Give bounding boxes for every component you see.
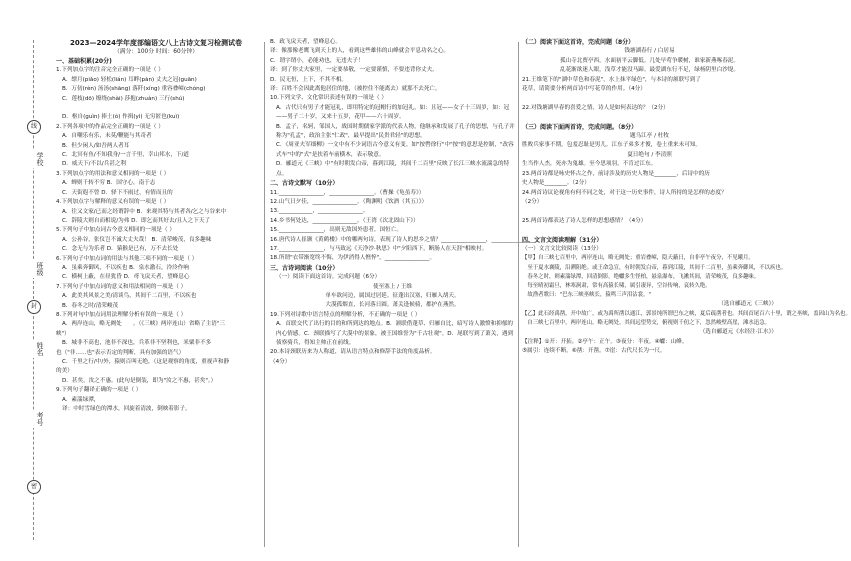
text-line: A．虽乘奔御风，不以疾也 B．泉水激石，泠泠作响	[62, 264, 189, 271]
text-line: 19.下列对诗歌中语言特点的理解分析，不正确的一项是（ ）	[270, 311, 421, 318]
text-line: （选自郦道元《三峡》）	[718, 301, 777, 308]
binding-label-name: 姓名	[24, 340, 44, 358]
text-line: 题乌江亭 / 杜牧	[629, 133, 669, 140]
text-line: C．念无与为乐者 D．猿猴是已有，万不去长处	[62, 246, 179, 253]
text-line: D．郦道元《三峡》中"有时朝发白帝，暮到江陵，其间千二百里"反映了长江三峡水流湍急的特点。	[276, 161, 510, 177]
text-line: 21.王维笔下的"湖中草色和春泥"，水上抹平绿色"，与本诗的颔联写到了	[522, 76, 701, 83]
exam-title: 2023—2024学年度部编语文八上古诗文复习检测试卷	[70, 39, 242, 47]
text-line: 译：到了你丈夫家里，一定要恭敬，一定要谨慎，不要违背你丈夫。	[270, 67, 438, 74]
text-line: 6.下列句子中加点词的用法与其他三项不同的一项是（ ）	[56, 255, 198, 262]
exam-subtitle: （满分：100分 时间：60分钟）	[113, 49, 199, 55]
text-line: 自三峡七百里中，两岸连山，略无阙处。其间远望势交，俯视则千仞之下，忽然峻壁高崖，滩水迅急。	[522, 319, 770, 326]
text-line: A．此美其风景之美/清谈鸟，其间千二百里，不以疾也	[62, 293, 197, 300]
text-line: C．天街遐不曾 D．驿下不雨过，有情而且的	[62, 189, 173, 196]
text-line	[56, 104, 256, 113]
text-line: 单车欲问边，属国过居延。征蓬出汉塞，归雁入胡天。	[325, 292, 460, 299]
text-line: 5.下列句子中加点词古今意义相同的一项是（ ）	[56, 227, 175, 234]
text-line: 孤山寺北贾亭西，水面初平云脚低。几处早莺争暖树，谁家新燕啄春泥。	[559, 57, 739, 64]
text-line: B．春冬之时/清荣峻茂	[62, 302, 119, 309]
text-line: 13.____________，________________。	[270, 208, 369, 215]
binding-circle-mi: 密	[27, 480, 41, 494]
text-line: A．自嘲乐有乐，未莫/鞭能与其奇者	[62, 133, 152, 140]
text-line: 7.下列句子中加点词的意义和用法相同的一项是（ ）	[56, 283, 187, 290]
text-line: C．辞陵大则自而相说/为弗 D．即乞而其好去/且人之下天了	[62, 217, 211, 224]
binding-dashed-line	[33, 40, 34, 540]
text-line: A．往又文家/已而之经谓辞中 B．来观其特与其者各/乞之与谷来中	[62, 208, 227, 215]
text-line	[522, 94, 777, 103]
text-line: 11.________________，________________。（曹操《龟虽寿》）	[270, 189, 425, 196]
column-3	[522, 38, 851, 556]
text-line: 3.下列加点字的用法和意义相同的一项是（ ）	[56, 170, 170, 177]
text-line: 8.下列对句中加点词用法理解分析有误的一项是（ ）	[56, 311, 187, 318]
text-line: D．民无恒，上下，不其不相。	[270, 76, 348, 83]
text-line: D．威天下/不以/兵甚之利	[62, 161, 127, 168]
text-line: 夏日绝句 / 李清照	[627, 151, 672, 158]
text-line: 译：百姓不会因此离他居住的地，（被控住不能离去）就那不去死亡。	[270, 86, 441, 93]
text-line: 20.本诗颈联历来为人称道，请从语言特点和修辞手法的角度品析。	[270, 349, 436, 356]
text-line: B．但少闲人/如吾两人者耳	[62, 142, 130, 149]
text-line: 4.下列加点字与解释的意义有误的一项是（ ）	[56, 199, 170, 206]
text-line: 【注释】①开：开拓。②亭午：正午。③夜分：半夜。④巘：山峰。	[522, 338, 688, 345]
text-line: A．公孙谷，张仪岂不诚大丈夫哉！ B．清荣峻茂，良多趣味	[62, 236, 212, 243]
text-line: C．横柯上蔽，在昼犹昏 D．鸢飞戾天者，望峰息心	[62, 274, 190, 281]
section-heading: （二）阅读下面这首诗，完成问题（8分）	[522, 39, 635, 46]
text-line: 史人物是________。（2分）	[522, 180, 590, 187]
text-line: A．古代只有男子才能冠礼，即用特定的冠帽行的加冠礼，如：且冠——女子十三周岁，如：冠——男子二十岁，又来十五岁，花甲——六十周岁。	[276, 104, 510, 121]
text-line: B．万仞(rèn) 汤汤(shāng) 落阡(xíng) 重容叠嶂(chóng)	[62, 86, 206, 93]
text-line: 12.山气日夕佳，________________。（陶渊明《饮酒（其五）》）	[270, 198, 428, 205]
text-line: （2分）	[522, 198, 543, 205]
text-line: 也（"非……也"表示否定的判断，具有加强的语气）	[56, 349, 185, 356]
text-line: 大漠孤烟直，长河落日圆。萧关逢候骑，都护在燕然。	[325, 302, 460, 309]
text-line: （一）阅读下面这首诗，完成问题（6分）	[276, 274, 381, 281]
text-line: D．甚矣，汝之不惠。(此句是倒装，即为"汝之不惠，甚矣"。）	[62, 377, 217, 384]
binding-circle-xian: 线	[27, 120, 41, 134]
text-line: C．莲枝(dō) 缭绕(shài) 莎抱(zhuàn) 三行(shú)	[62, 95, 185, 102]
text-line: 胜败兵家事不期，包羞忍耻是男儿。江东子弟多才俊，卷土重来未可知。	[522, 142, 702, 149]
text-line: ⑤属引：连续不断。⑥凿：开凿。⑦崖：古代尺长为一尺。	[522, 347, 666, 354]
text-line: 【甲】自三峡七百里中，两岸连山，略无阙处；重岩叠嶂，隐天蔽日，自非亭午夜分，不见曦月。	[522, 255, 754, 262]
column-1	[56, 38, 256, 556]
text-line: 【乙】此石经禹凿，开中故广，或为禹所凿以通江，郭景纯所谓巴东之峡，夏后疏凿者也。其间首尾百六十里，谓之巫峡，盖因山为名也。	[522, 310, 851, 317]
section-heading: 四、文言文阅读理解（31分）	[522, 236, 603, 244]
text-line: C．千里之行/中/外，猿则百叫无绝，（这是观察的角度，重视声和静	[62, 359, 230, 365]
text-line: 译：像那像老鹰飞到天上的人，看到这些雄伟的山峰就会平息功名之心。	[270, 48, 450, 55]
text-line: 的美）	[56, 368, 73, 375]
text-line: 14.乡书何处达，________________。（王湾《次北固山下》）	[270, 217, 419, 224]
text-line: 译：中时雪绿色的潭水，回旋着清波，倒映着影子。	[62, 406, 191, 413]
text-line: B．孟子，名轲，邹国人，战国时期儒家学派的代表人物，他继承和发展了孔子的思想，与孔子并称为"孔孟"，政治主张"仁政"，最早提出"民贵君轻"的思想。	[276, 123, 515, 140]
text-line: 每至晴初霜旦，林寒涧肃，常有高猿长啸，属引凄异，空谷传响，哀转久绝。	[522, 282, 711, 289]
text-line	[522, 207, 777, 216]
text-line: 花草，请简要分析两首诗中写花草的作用。（4分）	[522, 86, 646, 93]
text-line: 9.下列句子翻译正确的一项是（ ）	[56, 387, 142, 394]
text-line: 10.下列文学、文化常识表述有误的一项是（ ）	[270, 95, 387, 102]
text-line: 23.两首诗都是咏史怀古之作，前诗涉及的历史人物是________，后诗中的历	[522, 170, 710, 177]
column-divider	[518, 42, 519, 547]
text-line: 22.对钱塘湖早春的喜爱之情，诗人是如何表达的？（2分）	[522, 104, 669, 111]
text-line: （选自郦道元《水经注·江水》）	[699, 329, 777, 336]
text-line: C．《周亚夫军细柳》一文中有不少词语古今意义有变。如"按辔徐行"中"按"的意思是控制，"改容式车"中的"式"是扶着车前横木，表示敬意。	[276, 142, 514, 158]
binding-label-school: 学校	[24, 150, 44, 168]
text-line: C．谓字谓小，必能劝也，无违夫子！	[270, 57, 364, 64]
text-line: A．缥月(piǎo) 轻松(lián) 耳畔(pàn) 丈夫之冠(guān)	[62, 76, 197, 83]
text-line: A．两岸连山，略无阙处 。（《三峡》两岸连山）省略了主语"三	[62, 321, 226, 328]
text-line: A．首联交代了出行的目的和所到达的地点。B．颔联借蓬草、归雁自比，暗写诗人激愤和抑郁的内心情感。C．颈联描写了大漠中的景象，被王国维誉为"千古壮观"。D．尾联写到了萧关，遇到侦察骑兵，得知主帅正在前线。	[276, 321, 514, 346]
text-line: A．素湍绿潭，	[62, 396, 100, 403]
text-line: C．北冥有鱼/不知我身/一言千里，幸山邦水，下/道	[62, 152, 190, 159]
text-line: 1.下列加点字的注音完全正确的一项是（ ）	[56, 67, 164, 74]
section-heading: （三）阅读下面两首诗，完成问题。（8分）	[522, 123, 638, 131]
text-line: B．政飞戾天者，望峰息心。	[270, 39, 341, 45]
text-line: 乱花渐欲迷人眼，浅草才能没马蹄。最爱湖东行不足，绿杨阴里白沙堤。	[559, 67, 739, 74]
text-line: B．城非不高也，池非不深也，兵革非不坚利也，米粟非不多	[62, 340, 212, 347]
text-line	[522, 113, 777, 122]
text-line: （4分）	[270, 358, 291, 365]
text-line: D．枢自(guìn) 捧土(ó) 作揖(yì) 无穷匿也(kuì)	[62, 114, 180, 121]
binding-circle-feng: 封	[27, 300, 41, 314]
text-line: 17.________________，与马致远《天净沙·秋思》中"夕阳西下，断肠人在天涯"相映衬。	[270, 245, 488, 252]
text-line: 25.两首诗都表达了诗人怎样的思想感情？（4分）	[522, 217, 647, 224]
text-line: A．蝉则千转不穷 B．国守心，南于志	[62, 180, 156, 187]
text-line: 故渔者歌曰："巴东三峡巫峡长，猿鸣三声泪沾裳。"	[522, 292, 651, 299]
text-line: 2.下列各项中的作品完全正确的一项是（ ）	[56, 123, 164, 130]
column-divider	[264, 42, 265, 547]
text-line: 钱塘湖春行 / 白居易	[624, 48, 675, 55]
text-line: （一）文言文比较阅读（13分）	[522, 245, 602, 252]
section-heading: 二、古诗文默写（10分）	[270, 180, 339, 188]
text-line: 16.唐代诗人崔颢《黄鹤楼》中的哪两句诗，表现了诗人的思乡之情？________________，________________。	[270, 236, 542, 243]
text-line: 使至塞上 / 王维	[372, 283, 412, 290]
section-heading: 一、基础积累(20分)	[56, 58, 112, 65]
binding-label-examno: 考号	[24, 410, 44, 428]
column-1-content	[56, 57, 256, 414]
text-line: 至于夏水襄陵，沿溯阻绝。或王命急宣，有时朝发白帝，暮到江陵，其间千二百里，虽乘奔御风，不以疾也。	[522, 264, 787, 271]
text-line: 峡"）	[56, 330, 70, 337]
text-line: 18.所谓"衣带渐宽终不悔，为伊消得人憔悴"，________________。	[270, 255, 436, 262]
column-3-content	[522, 38, 851, 356]
binding-margin	[22, 40, 46, 540]
text-line: 春冬之时，则素湍绿潭，回清倒影。绝巘多生怪柏，悬泉瀑布，飞漱其间，清荣峻茂，良多趣味。	[522, 273, 760, 280]
text-line	[522, 226, 777, 235]
text-line: 生当作人杰，死亦为鬼雄。至今思项羽，不肯过江东。	[522, 161, 657, 168]
text-line: 24.两首诗议论视角有何不同之处，对于这一历史事件，诗人所持的是怎样的态度？	[522, 189, 727, 196]
text-line: 15.________________，出则无敌国外患者，国恒亡。	[270, 227, 402, 234]
section-heading: 三、古诗词阅读（10分）	[270, 264, 339, 272]
binding-label-class: 班级	[24, 260, 44, 278]
